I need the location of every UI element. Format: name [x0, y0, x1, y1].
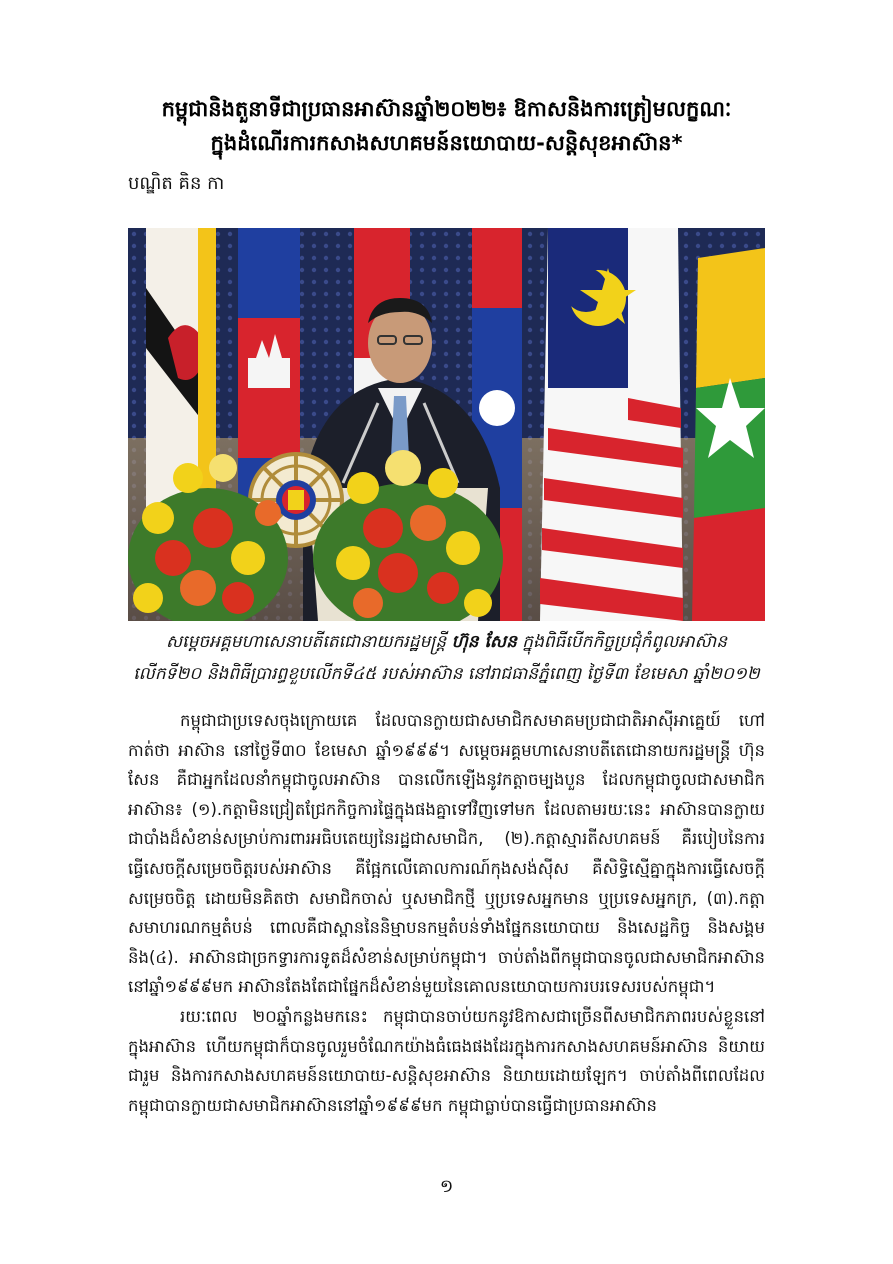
caption-line-1: [128, 626, 765, 658]
page-number: ១: [439, 1176, 454, 1197]
title-line-1: កម្ពុជានិងតួនាទីជាប្រធានអាស៊ានឆ្នាំ២០២២៖ ឱកាសនិងការត្រៀមលក្ខណៈ: [161, 97, 732, 121]
caption-name: ហ៊ុន សែន: [451, 632, 517, 652]
photo-caption: [128, 626, 765, 690]
caption-suffix: ក្នុងពិធីបើកកិច្ចប្រជុំកំពូលអាស៊ាន: [516, 632, 728, 652]
paragraph-1: កម្ពុជាជាប្រទេសចុងក្រោយគេ ដែលបានក្លាយជាសមាជិកសមាគមប្រជាជាតិអាស៊ីអាគ្នេយ៍ ហៅកាត់ថា អាស៊ាន នៅថ្ងៃទី៣០ ខែមេសា ឆ្នាំ១៩៩៩។ សម្តេចអគ្គមហាសេនាបតីតេជោនាយករដ្ឋមន្ត្រី ហ៊ុន សែន គឺជាអ្នកដែលនាំកម្ពុជាចូលអាស៊ាន បានលើកឡើងនូវកត្តាចម្បងបួន ដែលកម្ពុជាចូលជាសមាជិកអាស៊ាន៖ (១).កត្តាមិនជ្រៀតជ្រែកកិច្ចការផ្ទៃក្នុងផងគ្នាទៅវិញទៅមក ដែលតាមរយៈនេះ អាស៊ានបានក្លាយជាបាំងដ៏សំខាន់សម្រាប់ការពារអធិបតេយ្យនៃរដ្ឋជាសមាជិក, (២).កត្តាស្មារតីសហគមន៍ គឺរបៀបនៃការធ្វើសេចក្តីសម្រេចចិត្តរបស់អាស៊ាន គឺផ្អែកលើគោលការណ៍កុងសង់ស៊ីស គឺសិទ្ធិស្មើគ្នាក្នុងការធ្វើសេចក្តីសម្រេចចិត្ត ដោយមិនគិតថា សមាជិកចាស់ ឬសមាជិកថ្មី ឬប្រទេសអ្នកមាន ឬប្រទេសអ្នកក្រ, (៣).កត្តាសមាហរណកម្មតំបន់ ពោលគឺជាស្ពាននៃនិម្មាបនកម្មតំបន់ទាំងផ្នែកនយោបាយ និងសេដ្ឋកិច្ច និងសង្គម និង(៤). អាស៊ានជាច្រកទ្វារការទូតដ៏សំខាន់សម្រាប់កម្ពុជា។ ចាប់តាំងពីកម្ពុជាបានចូលជាសមាជិកអាស៊ាននៅឆ្នាំ១៩៩៩មក អាស៊ានតែងតែជាផ្នែកដ៏សំខាន់មួយនៃគោលនយោបាយការបរទេសរបស់កម្ពុជា។: [128, 711, 765, 997]
flag-icon: [540, 228, 683, 621]
paragraph-2: រយៈពេល ២០ឆ្នាំកន្លងមកនេះ កម្ពុជាបានចាប់យកនូវឱកាសជាច្រើនពីសមាជិកភាពរបស់ខ្លួននៅក្នុងអាស៊ាន ហើយកម្ពុជាក៏បានចូលរួមចំណែកយ៉ាងធំធេងផងដែរក្នុងការកសាងសហគមន៍អាស៊ាន និយាយជារួម និងការកសាងសហគមន៍នយោបាយ-សន្តិសុខអាស៊ាន និយាយដោយឡែក។ ចាប់តាំងពីពេលដែលកម្ពុជាបានក្លាយជាសមាជិកអាស៊ាននៅឆ្នាំ១៩៩៩មក កម្ពុជាធ្លាប់បានធ្វើជាប្រធានអាស៊ាន: [128, 1006, 765, 1115]
title-line-2: ក្នុងដំណើរការកសាងសហគមន៍នយោបាយ-សន្តិសុខអាស៊ាន*: [210, 131, 683, 155]
caption-line-2: លើកទី២០ និងពិធីប្រារព្ធខួបលើកទី៤៥ របស់អាស៊ាន នៅរាជធានីភ្នំពេញ ថ្ងៃទី៣ ខែមេសា ឆ្នាំ២០១២: [133, 664, 760, 684]
document-title: [100, 92, 793, 160]
article-body: [128, 706, 765, 1120]
caption-prefix: សម្តេចអគ្គមហាសេនាបតីតេជោនាយករដ្ឋមន្ត្រី: [165, 632, 452, 652]
speaker-photo: [128, 228, 765, 621]
flag-icon: [692, 248, 765, 621]
author-name: បណ្ឌិត គិន កា: [128, 173, 225, 194]
